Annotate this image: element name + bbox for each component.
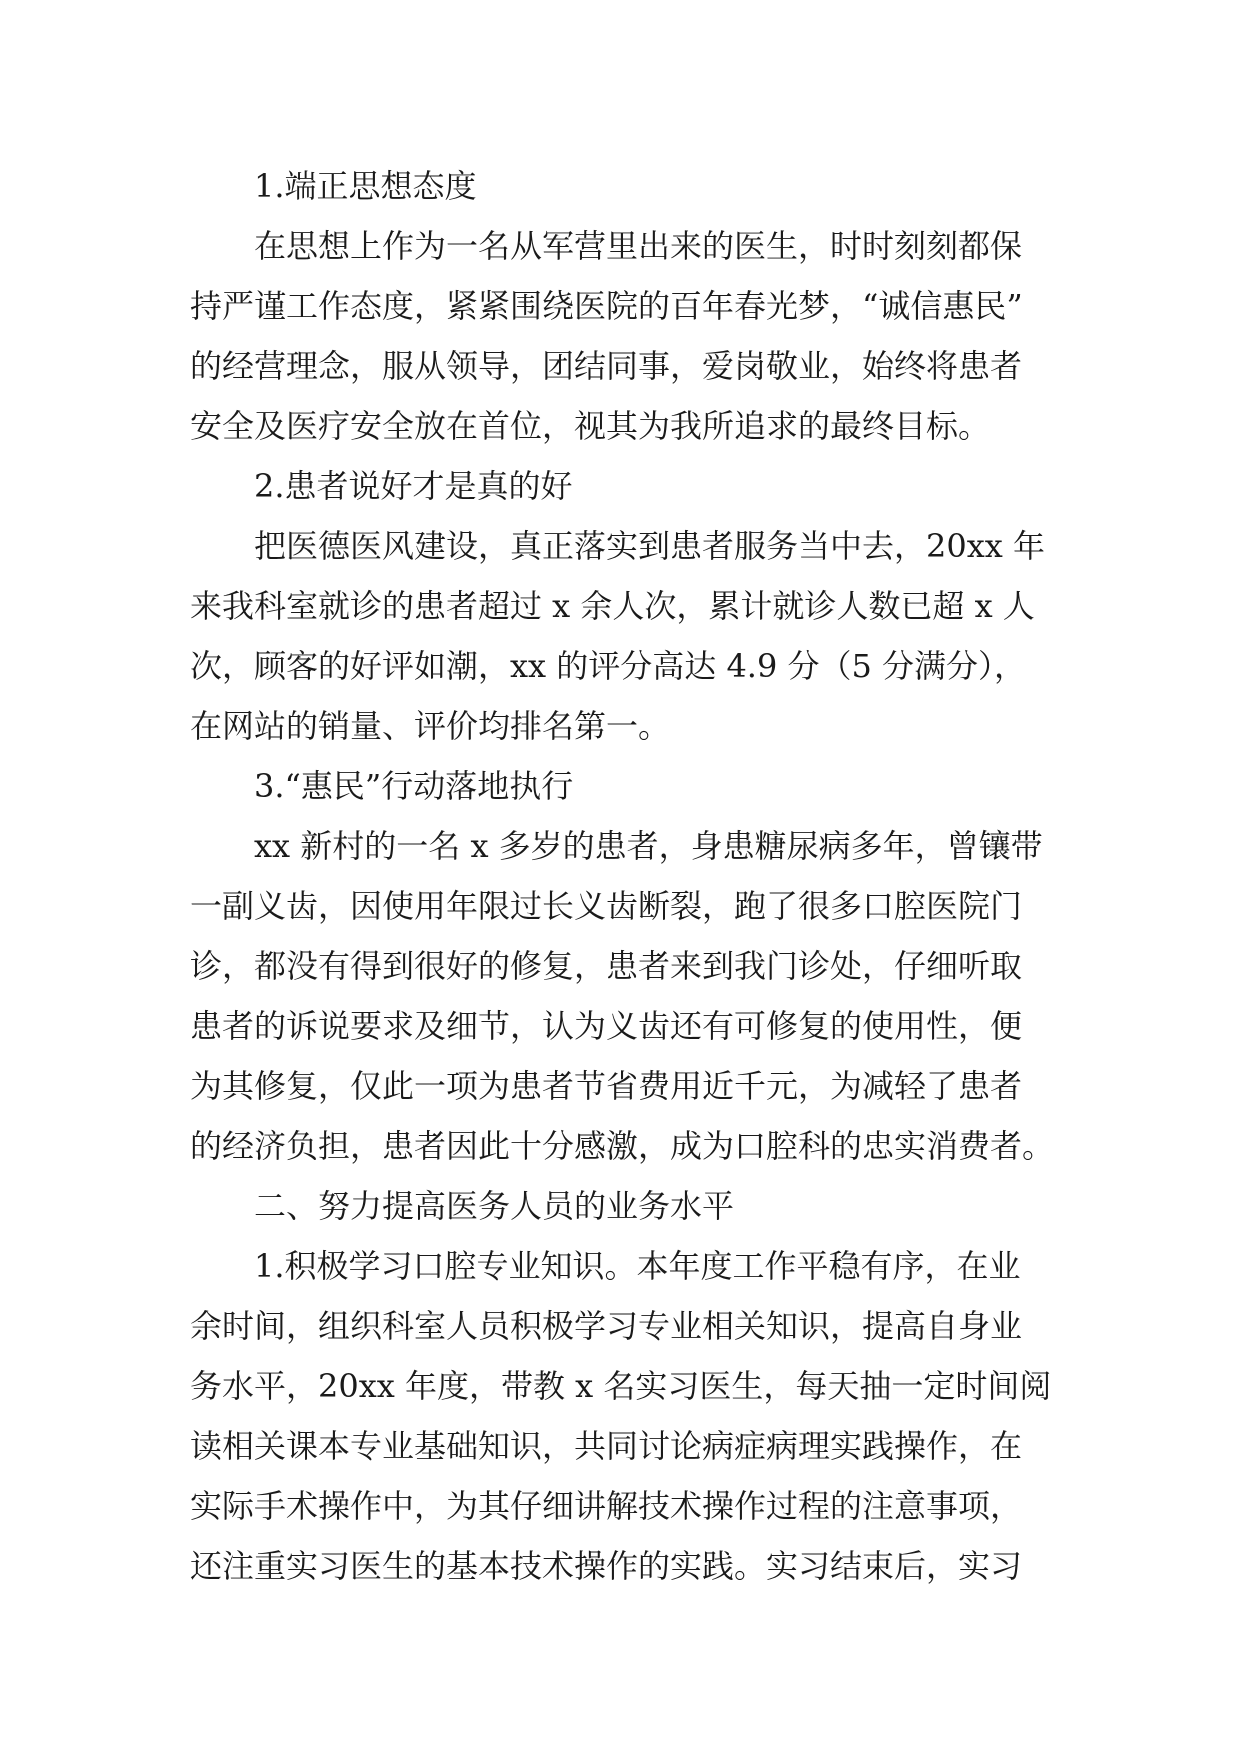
paragraph-line: 在思想上作为一名从军营里出来的医生，时时刻刻都保 (254, 227, 1023, 265)
paragraph-line: 的经营理念，服从领导，团结同事，爱岗敬业，始终将患者 (190, 347, 1023, 385)
paragraph-line: 诊，都没有得到很好的修复，患者来到我门诊处，仔细听取 (190, 947, 1023, 985)
paragraph-line: 安全及医疗安全放在首位，视其为我所追求的最终目标。 (190, 407, 991, 445)
paragraph-line: 在网站的销量、评价均排名第一。 (190, 707, 671, 745)
paragraph-line: 来我科室就诊的患者超过 x 余人次，累计就诊人数已超 x 人 (190, 587, 1035, 625)
paragraph-line: 次，顾客的好评如潮，xx 的评分高达 4.9 分（5 分满分）， (190, 647, 1027, 685)
paragraph-line: 1.积极学习口腔专业知识。本年度工作平稳有序，在业 (254, 1247, 1021, 1285)
heading-1-attitude: 1.端正思想态度 (254, 167, 477, 205)
section-heading-improve-skills: 二、努力提高医务人员的业务水平 (254, 1187, 735, 1225)
paragraph-line: 一副义齿，因使用年限过长义齿断裂，跑了很多口腔医院门 (190, 887, 1023, 925)
paragraph-line: 还注重实习医生的基本技术操作的实践。实习结束后，实习 (190, 1547, 1023, 1585)
heading-2-patient-praise: 2.患者说好才是真的好 (254, 467, 573, 505)
paragraph-line: 患者的诉说要求及细节，认为义齿还有可修复的使用性，便 (190, 1007, 1023, 1045)
paragraph-line: 读相关课本专业基础知识，共同讨论病症病理实践操作，在 (190, 1427, 1023, 1465)
paragraph-line: 的经济负担，患者因此十分感激，成为口腔科的忠实消费者。 (190, 1127, 1055, 1165)
paragraph-line: xx 新村的一名 x 多岁的患者，身患糖尿病多年，曾镶带 (254, 827, 1043, 865)
paragraph-line: 把医德医风建设，真正落实到患者服务当中去，20xx 年 (254, 527, 1045, 565)
paragraph-line: 余时间，组织科室人员积极学习专业相关知识，提高自身业 (190, 1307, 1023, 1345)
document-body (190, 156, 1055, 1596)
paragraph-line: 实际手术操作中，为其仔细讲解技术操作过程的注意事项， (190, 1487, 1023, 1525)
paragraph-line: 持严谨工作态度，紧紧围绕医院的百年春光梦，“诚信惠民” (190, 287, 1023, 325)
paragraph-line: 为其修复，仅此一项为患者节省费用近千元，为减轻了患者 (190, 1067, 1023, 1105)
heading-3-huimin-action: 3.“惠民”行动落地执行 (254, 767, 574, 805)
paragraph-line: 务水平，20xx 年度，带教 x 名实习医生，每天抽一定时间阅 (190, 1367, 1052, 1405)
